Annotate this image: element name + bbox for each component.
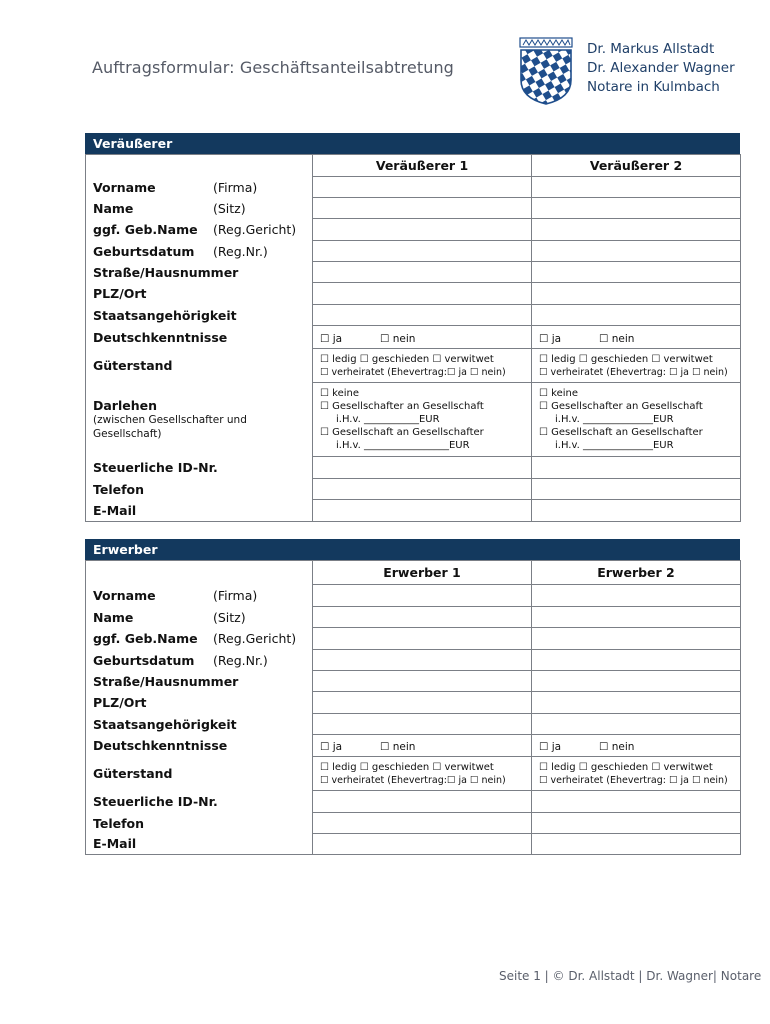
buyer-2-geburtsdatum-field[interactable]: [532, 650, 741, 671]
buyer-2-plz-field[interactable]: [532, 692, 741, 714]
darlehen-subtitle: (zwischen Gesellschafter und Gesellschaft): [93, 414, 247, 440]
checkbox-keine[interactable]: ☐ keine: [320, 388, 359, 399]
row-label: Deutschkenntnisse: [93, 738, 228, 753]
gueterstand-options-line1[interactable]: ☐ ledig ☐ geschieden ☐ verwitwet: [539, 761, 713, 773]
amount-line[interactable]: i.H.v. _________________EUR: [336, 440, 470, 451]
row-label-alt: (Reg.Nr.): [213, 243, 268, 259]
seller-1-name-field[interactable]: [313, 198, 532, 219]
row-label: Straße/Hausnummer: [93, 264, 239, 280]
table-row: [86, 305, 741, 326]
checkbox-nein[interactable]: ☐ nein: [599, 741, 635, 753]
table-row: [86, 650, 741, 671]
checkbox-ja[interactable]: ☐ ja: [320, 741, 343, 753]
amount-line[interactable]: i.H.v. ______________EUR: [555, 440, 674, 451]
firm-name-1: Dr. Markus Allstadt: [587, 41, 715, 57]
table-row: [86, 714, 741, 735]
gueterstand-options-line2[interactable]: ☐ verheiratet (Ehevertrag:☐ ja ☐ nein): [320, 366, 506, 378]
seller-col-2: Veräußerer 2: [532, 155, 741, 177]
buyer-1-name-field[interactable]: [313, 607, 532, 628]
amount-line[interactable]: i.H.v. ______________EUR: [555, 414, 674, 425]
seller-2-steuer-field[interactable]: [532, 457, 741, 479]
table-row: [86, 791, 741, 813]
amount-line[interactable]: i.H.v. ___________EUR: [336, 414, 440, 425]
table-row: [86, 457, 741, 479]
seller-2-name-field[interactable]: [532, 198, 741, 219]
checkbox-ja[interactable]: ☐ ja: [539, 332, 562, 345]
seller-table: [85, 154, 741, 522]
row-label-alt: (Reg.Gericht): [213, 222, 297, 237]
row-label: PLZ/Ort: [93, 695, 147, 710]
table-row: [86, 479, 741, 500]
buyer-1-strasse-field[interactable]: [313, 671, 532, 692]
row-label: Deutschkenntnisse: [93, 329, 228, 345]
row-label: Telefon: [93, 815, 145, 831]
row-label-alt: (Firma): [213, 588, 258, 603]
seller-2-telefon-field[interactable]: [532, 479, 741, 500]
gueterstand-options-line2[interactable]: ☐ verheiratet (Ehevertrag: ☐ ja ☐ nein): [539, 774, 728, 786]
seller-1-email-field[interactable]: [313, 500, 532, 522]
row-label: PLZ/Ort: [93, 286, 147, 301]
row-label: ggf. Geb.Name: [93, 222, 198, 237]
row-label: Geburtsdatum: [93, 243, 195, 259]
row-label-alt: (Firma): [213, 179, 258, 195]
buyer-2-steuer-field[interactable]: [532, 791, 741, 813]
table-row: [86, 585, 741, 607]
buyer-1-plz-field[interactable]: [313, 692, 532, 714]
seller-1-plz-field[interactable]: [313, 283, 532, 305]
seller-1-vorname-field[interactable]: [313, 177, 532, 198]
row-label: Güterstand: [93, 358, 173, 373]
checkbox-keine[interactable]: ☐ keine: [539, 388, 578, 399]
seller-1-geburtsdatum-field[interactable]: [313, 241, 532, 262]
row-label: Geburtsdatum: [93, 652, 195, 668]
seller-1-steuer-field[interactable]: [313, 457, 532, 479]
seller-1-gebname-field[interactable]: [313, 219, 532, 241]
row-label: Staatsangehörigkeit: [93, 716, 237, 732]
table-row: [86, 500, 741, 522]
buyer-table: [85, 560, 741, 855]
checkbox-gesellschafter-an-gesellschaft[interactable]: ☐ Gesellschafter an Gesellschaft: [320, 401, 484, 412]
table-row: [86, 326, 741, 349]
checkbox-ja[interactable]: ☐ ja: [539, 741, 562, 753]
buyer-2-gebname-field[interactable]: [532, 628, 741, 650]
row-label: Staatsangehörigkeit: [93, 307, 237, 323]
row-label: Steuerliche ID-Nr.: [93, 460, 218, 475]
table-row: [86, 671, 741, 692]
table-row: [86, 813, 741, 834]
seller-1-strasse-field[interactable]: [313, 262, 532, 283]
checkbox-gesellschafter-an-gesellschaft[interactable]: ☐ Gesellschafter an Gesellschaft: [539, 401, 703, 412]
table-row: [86, 607, 741, 628]
buyer-2-vorname-field[interactable]: [532, 585, 741, 607]
gueterstand-options-line1[interactable]: ☐ ledig ☐ geschieden ☐ verwitwet: [539, 353, 713, 365]
checkbox-nein[interactable]: ☐ nein: [380, 741, 416, 753]
seller-section-header: Veräußerer: [85, 133, 740, 154]
gueterstand-options-line1[interactable]: ☐ ledig ☐ geschieden ☐ verwitwet: [320, 353, 494, 365]
buyer-1-steuer-field[interactable]: [313, 791, 532, 813]
row-label: Straße/Hausnummer: [93, 673, 239, 689]
row-label-alt: (Sitz): [213, 200, 246, 216]
firm-location: Notare in Kulmbach: [587, 79, 720, 95]
row-label: Telefon: [93, 481, 145, 497]
table-row: [86, 262, 741, 283]
buyer-2-telefon-field[interactable]: [532, 813, 741, 834]
buyer-section-header: Erwerber: [85, 539, 740, 560]
table-row: [86, 241, 741, 262]
row-label: Darlehen: [93, 398, 158, 413]
buyer-1-telefon-field[interactable]: [313, 813, 532, 834]
firm-name-2: Dr. Alexander Wagner: [587, 60, 735, 76]
page-footer: Seite 1 | © Dr. Allstadt | Dr. Wagner| Notare: [499, 969, 762, 983]
seller-1-telefon-field[interactable]: [313, 479, 532, 500]
checkbox-ja[interactable]: ☐ ja: [320, 332, 343, 345]
row-label-alt: (Reg.Gericht): [213, 631, 297, 646]
buyer-col-1: Erwerber 1: [313, 561, 532, 585]
buyer-1-vorname-field[interactable]: [313, 585, 532, 607]
row-label: Vorname: [93, 179, 156, 195]
table-row: [86, 383, 741, 457]
notary-firm-block: [587, 40, 735, 97]
seller-2-gebname-field[interactable]: [532, 219, 741, 241]
buyer-col-2: Erwerber 2: [532, 561, 741, 585]
buyer-1-email-field[interactable]: [313, 834, 532, 855]
buyer-2-name-field[interactable]: [532, 607, 741, 628]
bavarian-crest-icon: [517, 36, 575, 106]
table-row: [86, 757, 741, 791]
buyer-header-row: [86, 561, 741, 585]
row-label: E-Mail: [93, 836, 137, 852]
gueterstand-options-line2[interactable]: ☐ verheiratet (Ehevertrag:☐ ja ☐ nein): [320, 774, 506, 786]
checkbox-gesellschaft-an-gesellschafter[interactable]: ☐ Gesellschaft an Gesellschafter: [539, 427, 703, 438]
checkbox-nein[interactable]: ☐ nein: [599, 332, 635, 345]
seller-2-strasse-field[interactable]: [532, 262, 741, 283]
table-row: [86, 349, 741, 383]
row-label: ggf. Geb.Name: [93, 631, 198, 646]
seller-header-row: [86, 155, 741, 177]
row-label: Güterstand: [93, 766, 173, 781]
buyer-1-gebname-field[interactable]: [313, 628, 532, 650]
seller-2-geburtsdatum-field[interactable]: [532, 241, 741, 262]
row-label: Name: [93, 609, 134, 625]
row-label: Steuerliche ID-Nr.: [93, 794, 218, 809]
row-label: E-Mail: [93, 502, 137, 518]
table-row: [86, 198, 741, 219]
table-row: [86, 834, 741, 855]
seller-1-staat-field[interactable]: [313, 305, 532, 326]
seller-2-email-field[interactable]: [532, 500, 741, 522]
table-row: [86, 735, 741, 757]
checkbox-gesellschaft-an-gesellschafter[interactable]: ☐ Gesellschaft an Gesellschafter: [320, 427, 484, 438]
buyer-2-email-field[interactable]: [532, 834, 741, 855]
table-row: [86, 177, 741, 198]
document-title: Auftragsformular: Geschäftsanteilsabtretung: [92, 58, 454, 77]
row-label: Vorname: [93, 588, 156, 603]
buyer-2-staat-field[interactable]: [532, 714, 741, 735]
table-row: [86, 219, 741, 241]
seller-2-staat-field[interactable]: [532, 305, 741, 326]
seller-2-plz-field[interactable]: [532, 283, 741, 305]
row-label: Name: [93, 200, 134, 216]
table-row: [86, 628, 741, 650]
checkbox-nein[interactable]: ☐ nein: [380, 332, 416, 345]
gueterstand-options-line2[interactable]: ☐ verheiratet (Ehevertrag: ☐ ja ☐ nein): [539, 366, 728, 378]
buyer-2-strasse-field[interactable]: [532, 671, 741, 692]
table-row: [86, 692, 741, 714]
seller-col-1: Veräußerer 1: [313, 155, 532, 177]
row-label-alt: (Reg.Nr.): [213, 652, 268, 668]
row-label-alt: (Sitz): [213, 609, 246, 625]
buyer-1-staat-field[interactable]: [313, 714, 532, 735]
gueterstand-options-line1[interactable]: ☐ ledig ☐ geschieden ☐ verwitwet: [320, 761, 494, 773]
seller-2-vorname-field[interactable]: [532, 177, 741, 198]
table-row: [86, 283, 741, 305]
buyer-1-geburtsdatum-field[interactable]: [313, 650, 532, 671]
